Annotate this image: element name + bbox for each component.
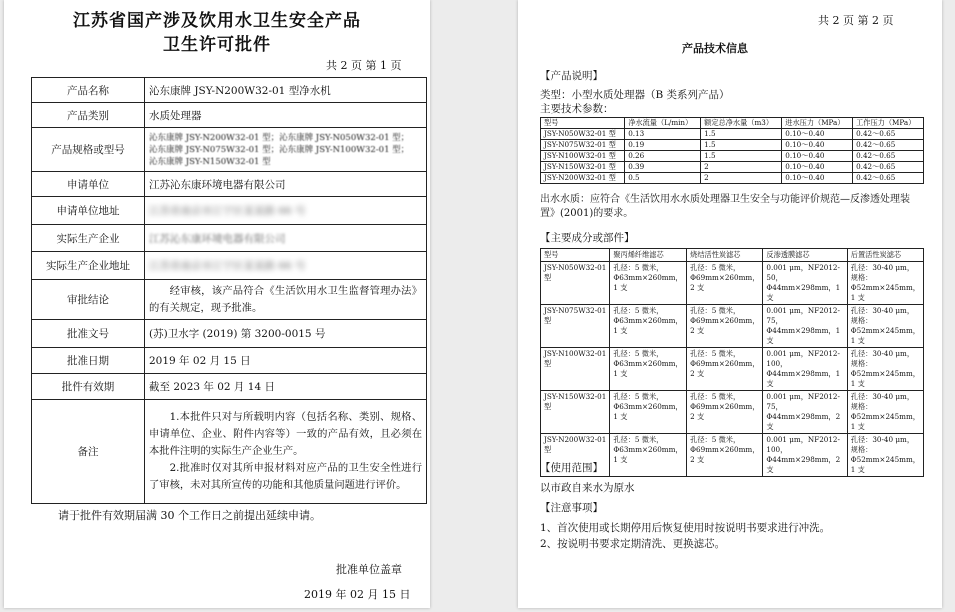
label-remarks: 备注 — [32, 400, 145, 504]
spec-cell: 0.5 — [625, 173, 701, 184]
comp-cell: 0.001 μm，NF2012-50，Φ44mm×298mm，1 支 — [763, 262, 847, 305]
remark-note-2: 2.批准时仅对其所申报材料对应产品的卫生安全性进行了审核，未对其所宣传的功能和其他质量问题进行评价。 — [149, 462, 422, 491]
page-number: 共 2 页 第 2 页 — [818, 14, 894, 27]
comp-cell: 孔径：5 微米，Φ63mm×260mm，1 支 — [610, 348, 687, 391]
comp-cell: JSY-N075W32-01 型 — [541, 305, 610, 348]
comp-cell: 0.001 μm，NF2012-100，Φ44mm×298mm，1 支 — [763, 348, 847, 391]
tech-info-title: 产品技术信息 — [682, 42, 748, 55]
value-applicant: 江苏沁东康环境电器有限公司 — [145, 172, 427, 197]
comp-cell: 孔径：5 微米，Φ63mm×260mm，1 支 — [610, 391, 687, 434]
row-applicant-address — [32, 197, 427, 225]
row-manufacturer — [32, 225, 427, 252]
row-product-category — [32, 103, 427, 128]
components-table — [540, 248, 924, 477]
label-applicant: 申请单位 — [32, 172, 145, 197]
comp-cell: JSY-N050W32-01 型 — [541, 262, 610, 305]
spec-cell: 0.42～0.65 — [853, 129, 924, 140]
comp-cell: 孔径：5 微米，Φ69mm×260mm，2 支 — [687, 305, 763, 348]
comp-header-cell: 聚丙烯纤维滤芯 — [610, 249, 687, 262]
comp-cell: 孔径：5 微米，Φ69mm×260mm，2 支 — [687, 434, 763, 477]
params-label: 主要技术参数： — [540, 103, 614, 115]
comp-row — [541, 262, 924, 305]
comp-cell: 0.001 μm，NF2012-100，Φ44mm×298mm，2 支 — [763, 434, 847, 477]
type-line: 类型：小型水质处理器（B 类系列产品） — [540, 89, 730, 101]
comp-cell: 孔径：5 微米，Φ63mm×260mm，1 支 — [610, 262, 687, 305]
value-validity: 截至 2023 年 02 月 14 日 — [145, 374, 427, 400]
value-manufacturer: 江苏沁东康环境电器有限公司 — [145, 225, 427, 252]
comp-header-cell: 烧结活性炭滤芯 — [687, 249, 763, 262]
label-applicant-address: 申请单位地址 — [32, 197, 145, 225]
value-spec-model: 沁东康牌 JSY-N200W32-01 型；沁东康牌 JSY-N050W32-01 型； 沁东康牌 JSY-N075W32-01 型；沁东康牌 JSY-N100W32-01 型； 沁东康牌 JSY-N150W32-01 型 — [145, 128, 427, 172]
page-number: 共 2 页 第 1 页 — [326, 59, 402, 72]
spec-cell: 0.39 — [625, 162, 701, 173]
spec-cell: JSY-N150W32-01 型 — [541, 162, 625, 173]
spec-cell: 0.10～0.40 — [782, 173, 853, 184]
comp-header-row — [541, 249, 924, 262]
comp-cell: 孔径：30-40 μm，规格：Φ52mm×245mm，1 支 — [847, 348, 923, 391]
comp-cell: 孔径：5 微米，Φ63mm×260mm，1 支 — [610, 434, 687, 477]
spec-cell: JSY-N100W32-01 型 — [541, 151, 625, 162]
comp-cell: 0.001 μm，NF2012-75，Φ44mm×298mm，2 支 — [763, 391, 847, 434]
label-manufacturer: 实际生产企业 — [32, 225, 145, 252]
comp-cell: 孔径：30-40 μm，规格：Φ52mm×245mm，1 支 — [847, 305, 923, 348]
spec-cell: 1.5 — [701, 151, 782, 162]
label-product-category: 产品类别 — [32, 103, 145, 128]
label-conclusion: 审批结论 — [32, 280, 145, 320]
comp-row — [541, 348, 924, 391]
label-validity: 批件有效期 — [32, 374, 145, 400]
spec-cell: 0.42～0.65 — [853, 140, 924, 151]
spec-header-cell: 额定总净水量（m3） — [701, 118, 782, 129]
caution-2: 2、按说明书要求定期清洗、更换滤芯。 — [540, 538, 726, 550]
value-approval-no: (苏)卫水字 (2019) 第 3200-0015 号 — [145, 320, 427, 348]
spec-header-cell: 净水流量（L/min） — [625, 118, 701, 129]
value-approval-date: 2019 年 02 月 15 日 — [145, 348, 427, 374]
spec-row — [541, 129, 924, 140]
comp-row — [541, 391, 924, 434]
spec-row — [541, 151, 924, 162]
comp-row — [541, 305, 924, 348]
comp-cell: 孔径：5 微米，Φ69mm×260mm，2 支 — [687, 262, 763, 305]
comp-cell: 孔径：5 微米，Φ69mm×260mm，2 支 — [687, 348, 763, 391]
row-validity — [32, 374, 427, 400]
spec-row — [541, 140, 924, 151]
section-components: 【主要成分或部件】 — [540, 232, 635, 244]
license-table — [31, 77, 427, 504]
spec-cell: 0.10～0.40 — [782, 162, 853, 173]
spec-cell: 0.42～0.65 — [853, 173, 924, 184]
row-applicant — [32, 172, 427, 197]
comp-cell: 孔径：30-40 μm，规格：Φ52mm×245mm，1 支 — [847, 262, 923, 305]
section-product-description: 【产品说明】 — [540, 70, 603, 82]
label-product-name: 产品名称 — [32, 78, 145, 103]
spec-cell: 0.42～0.65 — [853, 162, 924, 173]
row-approval-no — [32, 320, 427, 348]
value-manufacturer-address: 江苏省南京市江宁区某某路 66 号 — [145, 252, 427, 280]
spec-table — [540, 117, 924, 184]
remark-note-1: 1.本批件只对与所载明内容（包括名称、类别、规格、申请单位、企业、附件内容等）一致的产品有效，且必须在本批件注明的实际生产企业生产。 — [149, 411, 422, 457]
spec-cell: 0.10～0.40 — [782, 129, 853, 140]
page-1 — [4, 0, 430, 608]
spec-cell: JSY-N200W32-01 型 — [541, 173, 625, 184]
spec-header-cell: 进水压力（MPa） — [782, 118, 853, 129]
comp-cell: 孔径：30-40 μm，规格：Φ52mm×245mm，1 支 — [847, 434, 923, 477]
comp-cell: JSY-N150W32-01 型 — [541, 391, 610, 434]
spec-cell: 0.13 — [625, 129, 701, 140]
spec-cell: 1.5 — [701, 140, 782, 151]
label-spec-model: 产品规格或型号 — [32, 128, 145, 172]
spec-cell: 0.26 — [625, 151, 701, 162]
section-cautions: 【注意事项】 — [540, 502, 603, 514]
renewal-note: 请于批件有效期届满 30 个工作日之前提出延续申请。 — [58, 509, 321, 522]
outlet-water-note: 出水水质：应符合《生活饮用水水质处理器卫生安全与功能评价规范—反渗透处理装置》(2001)的要求。 — [540, 194, 910, 219]
row-approval-date — [32, 348, 427, 374]
spec-cell: 0.10～0.40 — [782, 151, 853, 162]
spec-cell: 1.5 — [701, 129, 782, 140]
row-manufacturer-address — [32, 252, 427, 280]
caution-1: 1、首次使用或长期停用后恢复使用时按说明书要求进行冲洗。 — [540, 522, 831, 534]
value-product-name: 沁东康牌 JSY-N200W32-01 型净水机 — [145, 78, 427, 103]
seal-label: 批准单位盖章 — [336, 563, 402, 576]
comp-cell: 孔径：30-40 μm，规格：Φ52mm×245mm，1 支 — [847, 391, 923, 434]
row-spec-model — [32, 128, 427, 172]
row-conclusion — [32, 280, 427, 320]
row-remarks — [32, 400, 427, 504]
spec-cell: JSY-N075W32-01 型 — [541, 140, 625, 151]
comp-cell: 孔径：5 微米，Φ69mm×260mm，2 支 — [687, 391, 763, 434]
comp-cell: 0.001 μm，NF2012-75，Φ44mm×298mm，1 支 — [763, 305, 847, 348]
spec-cell: 0.19 — [625, 140, 701, 151]
comp-header-cell: 后置活性炭滤芯 — [847, 249, 923, 262]
row-product-name — [32, 78, 427, 103]
spec-cell: 0.10～0.40 — [782, 140, 853, 151]
document-title-line2: 卫生许可批件 — [163, 35, 271, 55]
spec-cell: 2 — [701, 162, 782, 173]
value-applicant-address: 江苏省南京市江宁区某某路 66 号 — [145, 197, 427, 225]
page-2 — [518, 0, 942, 608]
comp-cell: JSY-N200W32-01 型 — [541, 434, 610, 477]
label-approval-date: 批准日期 — [32, 348, 145, 374]
comp-cell: JSY-N100W32-01 型 — [541, 348, 610, 391]
scope-text: 以市政自来水为原水 — [540, 482, 635, 494]
spec-header-cell: 型号 — [541, 118, 625, 129]
section-scope: 【使用范围】 — [540, 462, 603, 474]
document-title-line1: 江苏省国产涉及饮用水卫生安全产品 — [73, 11, 361, 31]
value-remarks — [145, 400, 427, 504]
footer-date: 2019 年 02 月 15 日 — [304, 588, 411, 601]
spec-cell: JSY-N050W32-01 型 — [541, 129, 625, 140]
comp-header-cell: 型号 — [541, 249, 610, 262]
spec-row — [541, 162, 924, 173]
label-approval-no: 批准文号 — [32, 320, 145, 348]
spec-cell: 0.42～0.65 — [853, 151, 924, 162]
value-product-category: 水质处理器 — [145, 103, 427, 128]
comp-header-cell: 反渗透膜滤芯 — [763, 249, 847, 262]
spec-header-row — [541, 118, 924, 129]
spec-row — [541, 173, 924, 184]
spec-header-cell: 工作压力（MPa） — [853, 118, 924, 129]
comp-cell: 孔径：5 微米，Φ63mm×260mm，1 支 — [610, 305, 687, 348]
value-conclusion: 经审核，该产品符合《生活饮用水卫生监督管理办法》的有关规定，现予批准。 — [145, 280, 427, 320]
label-manufacturer-address: 实际生产企业地址 — [32, 252, 145, 280]
spec-cell: 2 — [701, 173, 782, 184]
